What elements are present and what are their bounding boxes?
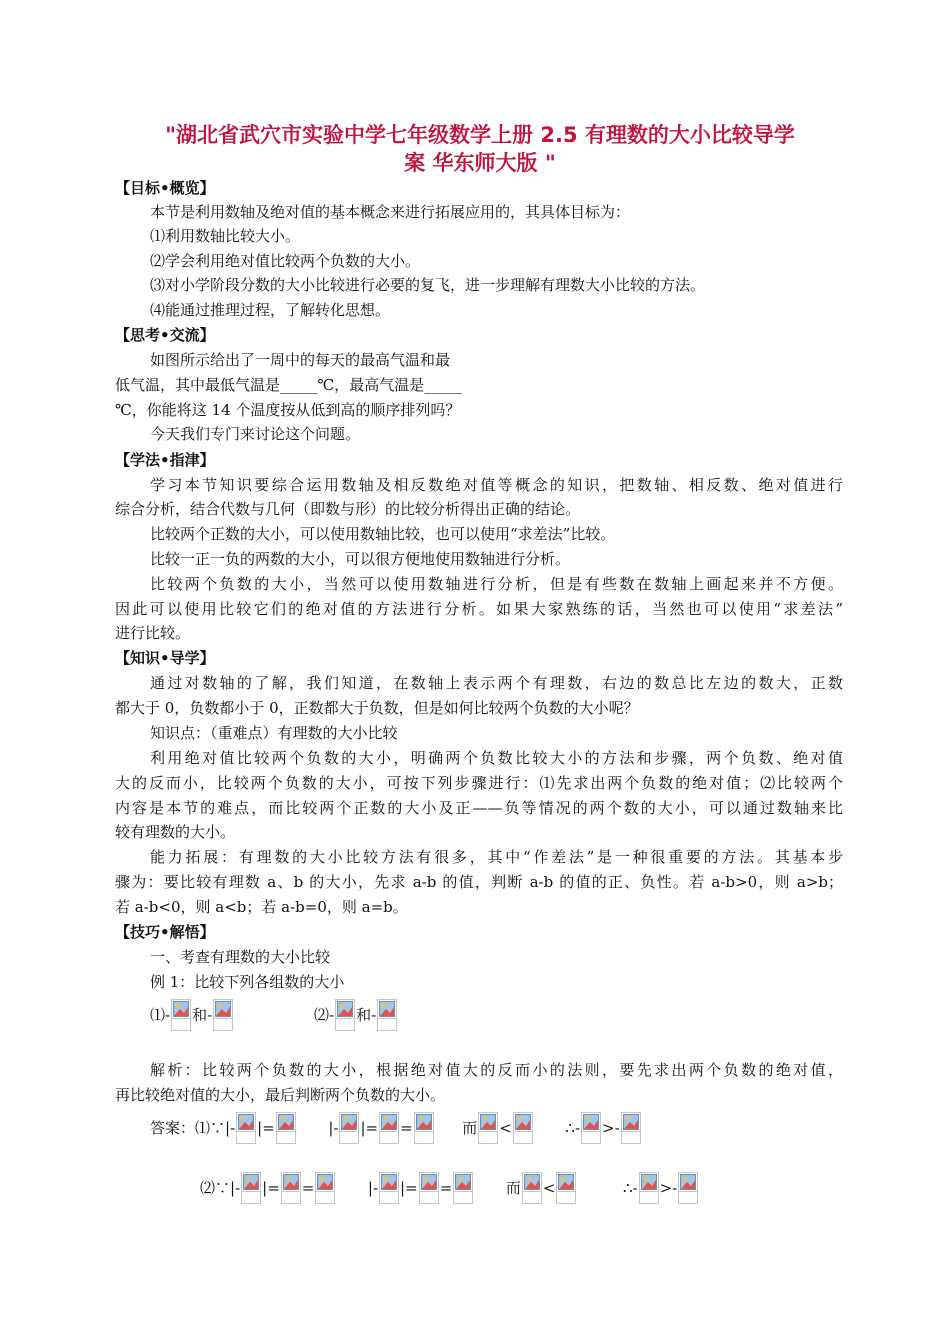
fraction-image — [419, 1172, 439, 1204]
greater-than-sign: >- — [659, 1179, 678, 1197]
q2-label: ⑵- — [314, 1006, 335, 1024]
knowledge-p1a: 通过对数轴的了解，我们知道，在数轴上表示两个有理数，右边的数总比左边的数大，正数 — [150, 674, 843, 692]
section-think-heading: 【思考•交流】 — [115, 326, 215, 344]
think-line-1: 如图所示给出了一周中的每天的最高气温和最 — [150, 351, 451, 369]
therefore-text: ∴- — [622, 1179, 638, 1197]
fraction-image — [453, 1172, 473, 1204]
goal-item-3: ⑶对小学阶段分数的大小比较进行必要的复飞，进一步理解有理数大小比较的方法。 — [150, 276, 706, 294]
skill-heading-1: 一、考查有理数的大小比较 — [150, 948, 331, 966]
analysis-line-1: 解析：比较两个负数的大小，根据绝对值大的反而小的法则，要先求出两个负数的绝对值， — [150, 1061, 843, 1079]
equals-sign: = — [400, 1119, 413, 1137]
fraction-image — [236, 1112, 256, 1144]
example-1-part-1 — [150, 997, 234, 1032]
fraction-image — [581, 1112, 601, 1144]
image-placeholder-icon — [283, 1174, 299, 1190]
knowledge-p1b: 都大于 0，负数都小于 0，正数都大于负数，但是如何比较两个负数的大小呢？ — [115, 699, 639, 717]
method-p3: 比较一正一负的两数的大小，可以很方便地使用数轴进行分析。 — [150, 550, 571, 568]
method-p4b: 因此可以使用比较它们的绝对值的方法进行分析。如果大家熟练的话，当然也可以使用“求差法” — [115, 600, 843, 618]
think-line-3: ℃，你能将这 14 个温度按从低到高的顺序排列吗？ — [115, 401, 461, 419]
fraction-image — [241, 1172, 261, 1204]
knowledge-p3b: 大的反而小，比较两个负数的大小，可按下列步骤进行：⑴先求出两个负数的绝对值；⑵比较两个 — [115, 774, 843, 792]
but-text: 而 — [462, 1119, 478, 1137]
therefore-text: ∴- — [565, 1119, 581, 1137]
fraction-image — [639, 1172, 659, 1204]
image-placeholder-icon — [680, 1174, 696, 1190]
example-1-title: 例 1：比较下列各组数的大小 — [150, 973, 345, 991]
image-placeholder-icon — [421, 1174, 437, 1190]
knowledge-p3a: 利用绝对值比较两个负数的大小，明确两个负数比较大小的方法和步骤，两个负数、绝对值 — [150, 749, 843, 767]
abs-close: | — [400, 1179, 406, 1197]
fraction-image — [379, 1112, 399, 1144]
answer-label: 答案：⑴∵ — [150, 1119, 226, 1137]
abs-open: |- — [328, 1119, 339, 1137]
less-than-sign: < — [499, 1119, 512, 1137]
answer-2-label: ⑵∵ — [200, 1179, 231, 1197]
image-placeholder-icon — [215, 1001, 231, 1017]
knowledge-p3c: 内容是本节的难点，而比较两个正数的大小及正——负等情况的两个数的大小，可以通过数轴来比 — [115, 799, 843, 817]
method-p1b: 综合分析，结合代数与几何（即数与形）的比较分析得出正确的结论。 — [115, 500, 581, 518]
fraction-image — [556, 1172, 576, 1204]
image-placeholder-icon — [278, 1114, 294, 1130]
analysis-line-2: 再比较绝对值的大小，最后判断两个负数的大小。 — [115, 1086, 446, 1104]
fraction-image — [335, 999, 355, 1031]
fraction-image — [478, 1112, 498, 1144]
equals-sign: = — [267, 1179, 280, 1197]
image-placeholder-icon — [379, 1001, 395, 1017]
less-than-sign: < — [542, 1179, 556, 1197]
image-placeholder-icon — [173, 1001, 189, 1017]
section-method-heading: 【学法•指津】 — [115, 451, 215, 469]
fraction-image — [522, 1172, 542, 1204]
image-placeholder-icon — [337, 1001, 353, 1017]
knowledge-p4b: 骤为：要比较有理数 a、b 的大小，先求 a-b 的值，判断 a-b 的值的正、负性。若 a-b>0，则 a>b； — [115, 873, 843, 891]
document-title — [110, 121, 850, 177]
title-line-2: 案 华东师大版 " — [404, 151, 556, 175]
knowledge-p4a: 能力拓展：有理数的大小比较方法有很多，其中“作差法”是一种很重要的方法。其基本步 — [150, 848, 843, 866]
section-knowledge-heading: 【知识•导学】 — [115, 649, 215, 667]
fraction-image — [276, 1112, 296, 1144]
image-placeholder-icon — [238, 1114, 254, 1130]
abs-open: |- — [230, 1179, 241, 1197]
image-placeholder-icon — [515, 1114, 531, 1130]
and-text: 和- — [356, 1006, 377, 1024]
section-goal-heading: 【目标•概览】 — [115, 179, 215, 197]
image-placeholder-icon — [583, 1114, 599, 1130]
method-p4c: 进行比较。 — [115, 624, 191, 642]
image-placeholder-icon — [243, 1174, 259, 1190]
abs-open: |- — [367, 1179, 379, 1197]
image-placeholder-icon — [641, 1174, 657, 1190]
goal-item-4: ⑷能通过推理过程，了解转化思想。 — [150, 301, 391, 319]
image-placeholder-icon — [381, 1114, 397, 1130]
fraction-image — [339, 1112, 359, 1144]
equals-sign: = — [301, 1179, 315, 1197]
image-placeholder-icon — [341, 1114, 357, 1130]
image-placeholder-icon — [455, 1174, 471, 1190]
fraction-image — [315, 1172, 335, 1204]
goal-item-1: ⑴利用数轴比较大小。 — [150, 227, 301, 245]
q1-label: ⑴- — [150, 1006, 171, 1024]
fraction-image — [678, 1172, 698, 1204]
greater-than-sign: >- — [602, 1119, 620, 1137]
fraction-image — [621, 1112, 641, 1144]
image-placeholder-icon — [524, 1174, 540, 1190]
knowledge-p2: 知识点：（重难点）有理数的大小比较 — [150, 724, 398, 742]
method-p2: 比较两个正数的大小，可以使用数轴比较，也可以使用“求差法”比较。 — [150, 525, 616, 543]
think-line-4: 今天我们专门来讨论这个问题。 — [150, 425, 361, 443]
think-line-2: 低气温，其中最低气温是_____℃，最高气温是_____ — [115, 376, 462, 394]
fraction-image — [377, 999, 397, 1031]
and-text: 和- — [192, 1006, 213, 1024]
knowledge-p3d: 较有理数的大小。 — [115, 823, 236, 841]
method-p1a: 学习本节知识要综合运用数轴及相反数绝对值等概念的知识，把数轴、相反数、绝对值进行 — [150, 476, 843, 494]
image-placeholder-icon — [480, 1114, 496, 1130]
equals-sign: = — [439, 1179, 453, 1197]
abs-close: | — [257, 1119, 263, 1137]
answer-2-row — [200, 1170, 699, 1205]
title-line-1: "湖北省武穴市实验中学七年级数学上册 2.5 有理数的大小比较导学 — [165, 123, 795, 147]
image-placeholder-icon — [623, 1114, 639, 1130]
section-skill-heading: 【技巧•解悟】 — [115, 923, 215, 941]
fraction-image — [171, 999, 191, 1031]
image-placeholder-icon — [317, 1174, 333, 1190]
fraction-image — [281, 1172, 301, 1204]
image-placeholder-icon — [558, 1174, 574, 1190]
fraction-image — [213, 999, 233, 1031]
equals-sign: = — [365, 1119, 379, 1137]
but-text: 而 — [505, 1179, 521, 1197]
abs-close: | — [262, 1179, 268, 1197]
equals-sign: = — [262, 1119, 275, 1137]
knowledge-p4c: 若 a-b<0，则 a<b；若 a-b=0，则 a=b。 — [115, 898, 408, 916]
image-placeholder-icon — [381, 1174, 397, 1190]
image-placeholder-icon — [416, 1114, 432, 1130]
fraction-image — [379, 1172, 399, 1204]
goal-intro: 本节是利用数轴及绝对值的基本概念来进行拓展应用的，其具体目标为： — [150, 203, 631, 221]
abs-open: |- — [225, 1119, 236, 1137]
goal-item-2: ⑵学会利用绝对值比较两个负数的大小。 — [150, 252, 421, 270]
example-1-part-2 — [314, 997, 398, 1032]
fraction-image — [414, 1112, 434, 1144]
method-p4a: 比较两个负数的大小，当然可以使用数轴进行分析，但是有些数在数轴上画起来并不方便。 — [150, 575, 843, 593]
abs-close: | — [360, 1119, 366, 1137]
answer-1-row — [150, 1110, 642, 1145]
equals-sign: = — [405, 1179, 418, 1197]
fraction-image — [513, 1112, 533, 1144]
